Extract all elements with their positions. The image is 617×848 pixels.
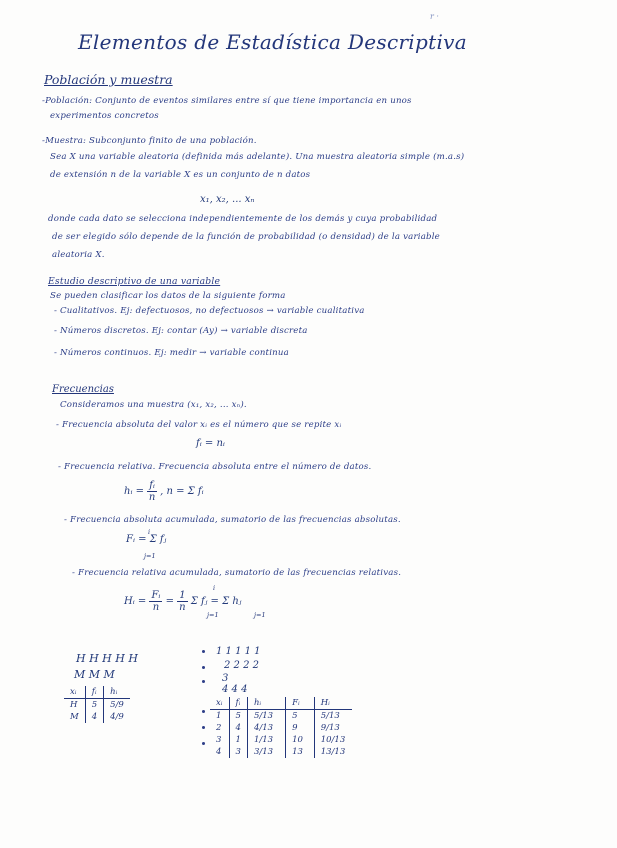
relacum-eq1: = — [165, 596, 175, 607]
table-cell: 13 — [286, 746, 315, 758]
col-header: hᵢ — [247, 697, 285, 710]
relacum-sum2-index: j=1 — [254, 611, 266, 619]
example-left-table — [64, 686, 130, 723]
table-row — [210, 722, 352, 734]
table-cell: 1/13 — [247, 734, 285, 746]
frecuencia-acumulada-formula — [126, 534, 166, 545]
table-cell: 9 — [286, 722, 315, 734]
section-frecuencias-heading: Frecuencias — [52, 384, 114, 395]
frecuencia-absoluta: - Frecuencia absoluta del valor xᵢ es el número que se repite xᵢ — [56, 420, 342, 430]
example-left-row-2: M M M — [74, 668, 115, 681]
muestra-line-4: donde cada dato se selecciona independientemente de los demás y cuya probabilidad — [48, 214, 438, 224]
example-right-row-2: 2 2 2 2 — [224, 660, 259, 671]
table-cell: 4 — [229, 722, 247, 734]
rel-den: n — [148, 492, 156, 503]
rel-fraction — [147, 480, 157, 503]
table-cell: 4 — [216, 747, 222, 757]
table-row — [210, 710, 352, 723]
table-row — [64, 699, 130, 712]
relacum-h-label: Hᵢ = — [124, 596, 147, 607]
relacum-num: Fᵢ — [151, 590, 161, 601]
col-header: fᵢ — [229, 697, 247, 710]
relacum-fraction-2 — [177, 590, 187, 613]
relacum-sum-1: Σ fⱼ = — [190, 596, 219, 607]
bullet-dot — [202, 742, 205, 745]
table-row — [64, 711, 130, 723]
page-title: Elementos de Estadística Descriptiva — [78, 30, 467, 54]
table-cell: 4 — [85, 711, 103, 723]
table-cell: 3 — [229, 746, 247, 758]
frecuencia-relativa-formula — [124, 480, 204, 503]
rel-num: fᵢ — [149, 480, 155, 491]
table-cell: 5/13 — [314, 710, 352, 723]
example-right-row-4: 4 4 4 — [222, 684, 248, 695]
rel-h-label: hᵢ = — [124, 486, 145, 497]
table-row — [210, 746, 352, 758]
muestra-line-2: Sea X una variable aleatoria (definida más adelante). Una muestra aleatoria simple (m.a.s) — [50, 152, 465, 162]
table-cell: 10/13 — [314, 734, 352, 746]
table-cell: 5/13 — [247, 710, 285, 723]
col-header: Hᵢ — [314, 697, 352, 710]
estudio-intro: Se pueden clasificar los datos de la siguiente forma — [50, 291, 286, 301]
rel-n-sum: , n = Σ fᵢ — [160, 486, 204, 497]
muestra-line-6: aleatoria X. — [52, 250, 105, 260]
section-poblacion-heading: Población y muestra — [44, 72, 173, 87]
table-cell: 5 — [286, 710, 315, 723]
example-right-row-3: 3 — [222, 673, 229, 684]
bullet-dot — [202, 650, 205, 653]
frecuencia-absoluta-formula: fᵢ = nᵢ — [196, 438, 225, 449]
table-cell: 3 — [216, 735, 222, 745]
col-header: fᵢ — [85, 686, 103, 699]
poblacion-line-1: -Población: Conjunto de eventos similares entre sí que tiene importancia en unos — [42, 96, 412, 106]
relativa-acumulada-formula — [124, 590, 241, 613]
table-cell: 10 — [286, 734, 315, 746]
table-cell: 4/13 — [247, 722, 285, 734]
table-row — [210, 734, 352, 746]
table-cell: M — [70, 712, 79, 722]
relacum-num2: 1 — [179, 590, 186, 601]
relacum-den: n — [152, 602, 160, 613]
muestra-line-1: -Muestra: Subconjunto finito de una población. — [42, 136, 257, 146]
col-header: xᵢ — [64, 686, 85, 699]
top-marks: r · — [430, 12, 439, 21]
frecuencia-absoluta-acumulada: - Frecuencia absoluta acumulada, sumatorio de las frecuencias absolutas. — [64, 515, 401, 525]
frecuencia-relativa: - Frecuencia relativa. Frecuencia absoluta entre el número de datos. — [58, 462, 372, 472]
table-cell: 5 — [85, 699, 103, 712]
example-right-row-1: 1 1 1 1 1 — [216, 646, 261, 657]
col-header: Fᵢ — [286, 697, 315, 710]
table-cell: 9/13 — [314, 722, 352, 734]
table-cell: 1 — [216, 711, 222, 721]
relacum-sum-2: Σ hⱼ — [222, 596, 242, 607]
table-cell: 5/9 — [104, 699, 130, 712]
table-cell: 2 — [216, 723, 222, 733]
estudio-item-cualitativos: - Cualitativos. Ej: defectuosos, no defectuosos → variable cualitativa — [54, 306, 365, 316]
frecuencias-intro: Consideramos una muestra (x₁, x₂, ... xₙ). — [60, 400, 247, 410]
table-header-row — [64, 686, 130, 699]
bullet-dot — [202, 726, 205, 729]
muestra-line-5: de ser elegido sólo depende de la función de probabilidad (o densidad) de la variable — [52, 232, 440, 242]
relacum-sum1-index: j=1 — [207, 611, 219, 619]
acum-formula: Fᵢ = Σ fⱼ — [126, 534, 167, 545]
bullet-dot — [202, 680, 205, 683]
table-cell: 5 — [229, 710, 247, 723]
muestra-line-3: de extensión n de la variable X es un conjunto de n datos — [50, 170, 311, 180]
table-cell: 13/13 — [314, 746, 352, 758]
table-cell: 4/9 — [104, 711, 130, 723]
relacum-fraction-1 — [149, 590, 162, 613]
acum-sum-index: j=1 — [144, 552, 156, 560]
example-left-row-1: H H H H H — [76, 652, 138, 665]
example-right-table — [210, 697, 352, 758]
relacum-den2: n — [179, 602, 186, 613]
estudio-item-discretos: - Números discretos. Ej: contar (Ay) → variable discreta — [54, 326, 308, 336]
frecuencia-relativa-acumulada: - Frecuencia relativa acumulada, sumatorio de las frecuencias relativas. — [72, 568, 402, 578]
col-header: hᵢ — [104, 686, 130, 699]
col-header: xᵢ — [210, 697, 229, 710]
relacum-sum1-top: i — [213, 584, 216, 592]
section-estudio-heading: Estudio descriptivo de una variable — [48, 276, 221, 287]
estudio-item-continuos: - Números continuos. Ej: medir → variable continua — [54, 348, 289, 358]
bullet-dot — [202, 710, 205, 713]
table-cell: 1 — [229, 734, 247, 746]
acum-sum-top: i — [148, 528, 151, 536]
poblacion-line-2: experimentos concretos — [50, 111, 159, 121]
table-cell: 3/13 — [247, 746, 285, 758]
table-cell: H — [70, 700, 78, 710]
table-header-row — [210, 697, 352, 710]
sample-formula: x₁, x₂, ... xₙ — [200, 194, 255, 205]
bullet-dot — [202, 666, 205, 669]
